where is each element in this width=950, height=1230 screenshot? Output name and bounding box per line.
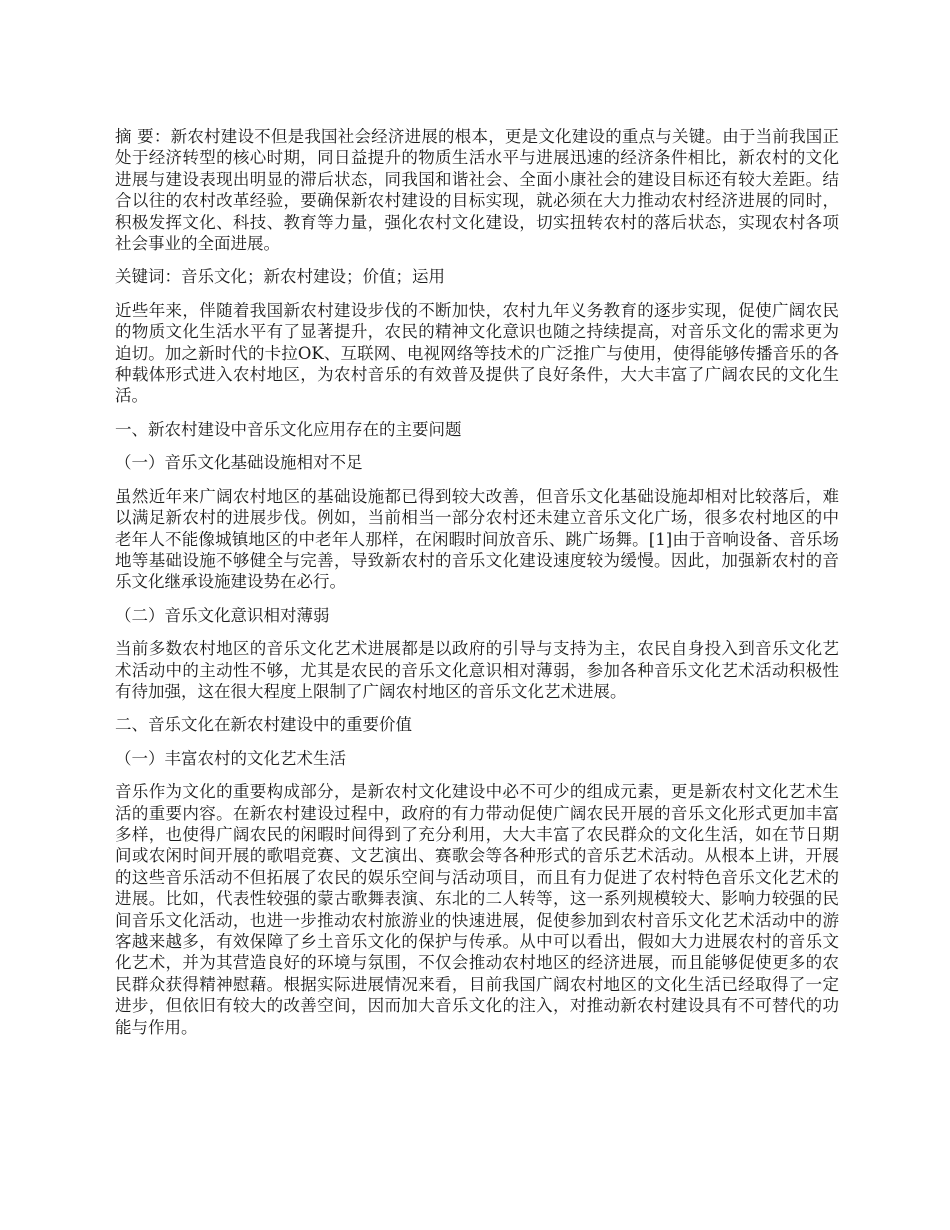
keywords-line: 关键词：音乐文化；新农村建设；价值；运用 [115, 267, 445, 287]
intro-paragraph: 近些年来，伴随着我国新农村建设步伐的不断加快，农村九年义务教育的逐步实现，促使广阔农民的物质文化生活水平有了显著提升，农民的精神文化意识也随之持续提高，对音乐文化的需求更为迫切。加之新时代的卡拉OK、互联网、电视网络等技术的广泛推广与使用，使得能够传播音乐的各种载体形式进入农村地区，为农村音乐的有效普及提供了良好条件，大大丰富了广阔农民的文化生活。 [115, 300, 839, 406]
abstract-paragraph: 摘 要：新农村建设不但是我国社会经济进展的根本，更是文化建设的重点与关键。由于当前我国正处于经济转型的核心时期，同日益提升的物质生活水平与进展迅速的经济条件相比，新农村的文化进展与建设表现出明显的滞后状态，同我国和谐社会、全面小康社会的建设目标还有较大差距。结合以往的农村改革经验，要确保新农村建设的目标实现，就必须在大力推动农村经济进展的同时，积极发挥文化、科技、教育等力量，强化农村文化建设，切实扭转农村的落后状态，实现农村各项社会事业的全面进展。 [115, 127, 839, 254]
section1-sub2-paragraph: 当前多数农村地区的音乐文化艺术进展都是以政府的引导与支持为主，农民自身投入到音乐文化艺术活动中的主动性不够，尤其是农民的音乐文化意识相对薄弱，参加各种音乐文化艺术活动积极性有待加强，这在很大程度上限制了广阔农村地区的音乐文化艺术进展。 [115, 639, 839, 701]
document-body [115, 126, 839, 1050]
section1-sub1-paragraph: 虽然近年来广阔农村地区的基础设施都已得到较大改善，但音乐文化基础设施却相对比较落后，难以满足新农村的进展步伐。例如，当前相当一部分农村还未建立音乐文化广场，很多农村地区的中老年人不能像城镇地区的中老年人那样，在闲暇时间放音乐、跳广场舞。[1]由于音响设备、音乐场地等基础设施不够健全与完善，导致新农村的音乐文化建设速度较为缓慢。因此，加强新农村的音乐文化继承设施建设势在必行。 [115, 486, 839, 592]
section2-sub1-paragraph: 音乐作为文化的重要构成部分，是新农村文化建设中必不可少的组成元素，更是新农村文化艺术生活的重要内容。在新农村建设过程中，政府的有力带动促使广阔农民开展的音乐文化形式更加丰富多样，也使得广阔农民的闲暇时间得到了充分利用，大大丰富了农民群众的文化生活，如在节日期间或农闲时间开展的歌唱竞赛、文艺演出、赛歌会等各种形式的音乐艺术活动。从根本上讲，开展的这些音乐活动不但拓展了农民的娱乐空间与活动项目，而且有力促进了农村特色音乐文化艺术的进展。比如，代表性较强的蒙古歌舞表演、东北的二人转等，这一系列规模较大、影响力较强的民间音乐文化活动，也进一步推动农村旅游业的快速进展，促使参加到农村音乐文化艺术活动中的游客越来越多，有效保障了乡土音乐文化的保护与传承。从中可以看出，假如大力进展农村的音乐文化艺术，并为其营造良好的环境与氛围，不仅会推动农村地区的经济进展，而且能够促使更多的农民群众获得精神慰藉。根据实际进展情况来看，目前我国广阔农村地区的文化生活已经取得了一定进步，但依旧有较大的改善空间，因而加大音乐文化的注入，对推动新农村建设具有不可替代的功能与作用。 [115, 782, 839, 1037]
section1-heading: 一、新农村建设中音乐文化应用存在的主要问题 [115, 419, 462, 439]
section2-sub1-heading: （一）丰富农村的文化艺术生活 [115, 748, 346, 768]
section1-sub2-heading: （二）音乐文化意识相对薄弱 [115, 605, 330, 625]
section1-sub1-heading: （一）音乐文化基础设施相对不足 [115, 453, 363, 473]
section2-heading: 二、音乐文化在新农村建设中的重要价值 [115, 715, 412, 735]
